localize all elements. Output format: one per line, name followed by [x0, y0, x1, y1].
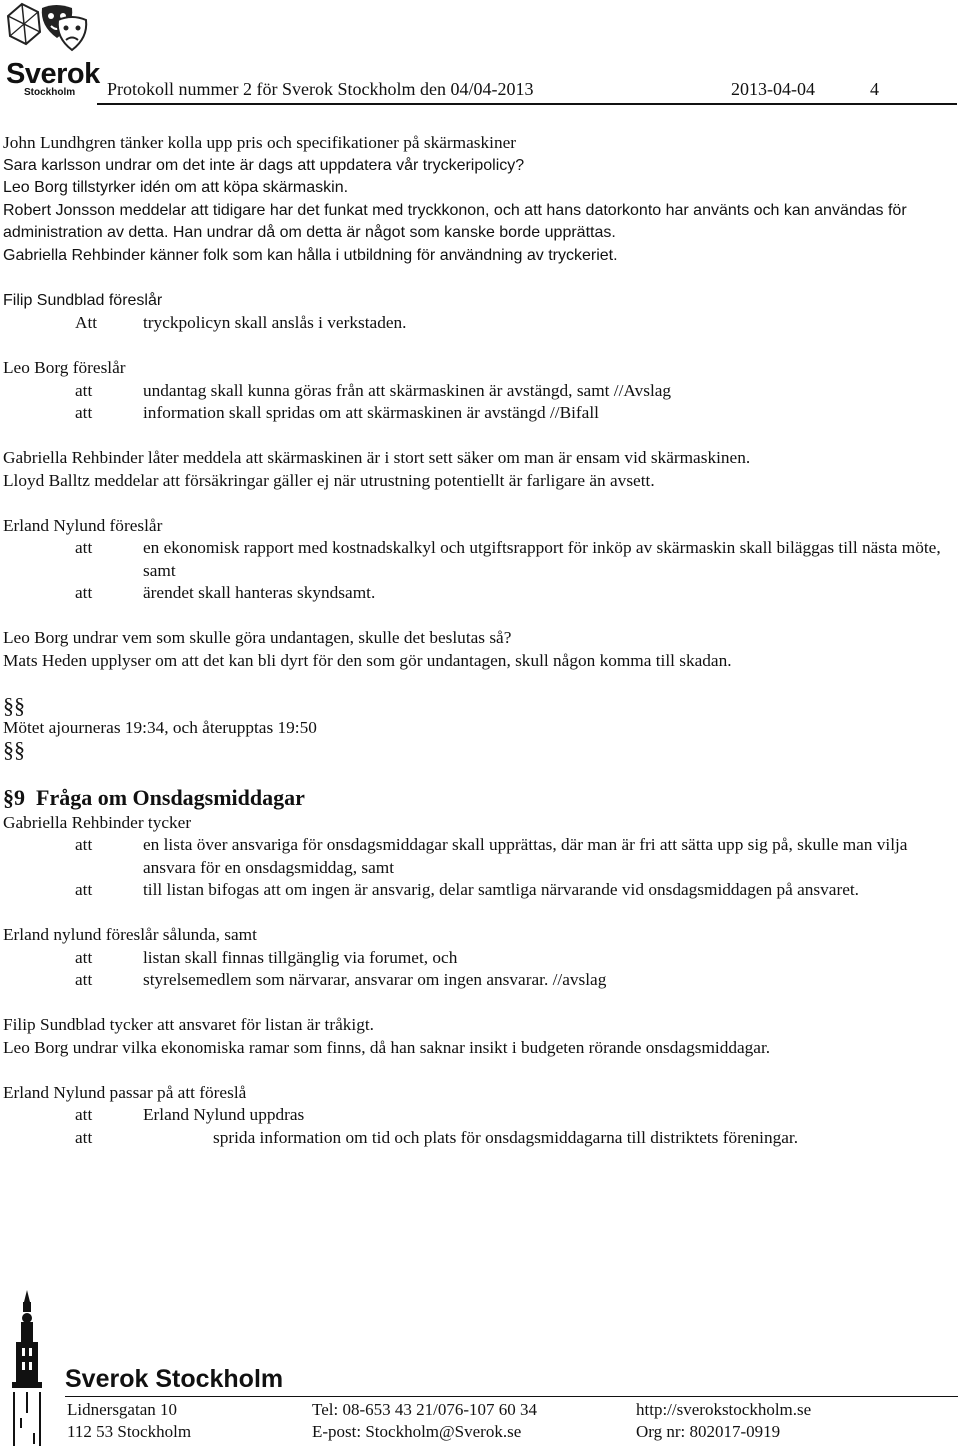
item-label: att: [75, 1127, 93, 1147]
logo-wordmark: Sverok: [6, 58, 100, 90]
proposal-heading: Erland nylund föreslår sålunda, samt: [3, 925, 257, 944]
proposal-item: [3, 969, 958, 992]
spacer: [3, 1059, 958, 1082]
section-number: §9: [3, 784, 25, 810]
paragraph: [3, 200, 958, 245]
proposal-item: [3, 582, 958, 605]
item-text: ärendet skall hanteras skyndsamt.: [143, 583, 376, 602]
paragraph: Lloyd Balltz meddelar att försäkringar gäller ej när utrustning potentiellt är farligare än avsett.: [3, 470, 655, 490]
proposal-item: [3, 947, 958, 970]
proposal-heading: Leo Borg föreslår: [3, 358, 126, 377]
proposal-heading: Gabriella Rehbinder tycker: [3, 812, 192, 832]
adjournment-note: Mötet ajourneras 19:34, och återupptas 19:50: [3, 717, 317, 737]
item-label: att: [75, 835, 93, 854]
item-text: styrelsemedlem som närvarar, ansvarar om ingen ansvarar. //avslag: [143, 970, 607, 989]
sverok-logo: [2, 0, 100, 100]
spacer: [3, 267, 958, 290]
section-mark: §§: [3, 692, 25, 718]
item-label: att: [75, 970, 93, 989]
proposal-heading: Erland Nylund passar på att föreslå: [3, 1082, 247, 1102]
paragraph: Sara karlsson undrar om det inte är dags att uppdatera vår tryckeripolicy?: [3, 156, 525, 174]
proposal-item: [3, 1127, 958, 1150]
header-title: Protokoll nummer 2 för Sverok Stockholm den 04/04-2013: [107, 79, 534, 99]
paragraph: Leo Borg undrar vilka ekonomiska ramar som finns, då han saknar insikt i budgeten rörande onsdagsmiddagar.: [3, 1037, 771, 1057]
stockholm-city-hall-icon: [6, 1288, 48, 1448]
section-mark: §§: [3, 737, 25, 762]
spacer: [3, 761, 958, 784]
spacer: [3, 902, 958, 925]
item-text: en lista över ansvariga för onsdagsmiddagar skall upprättas, där man är fri att sätta upp sig på, skulle man vilja ansvara för en onsdagsmiddag, samt: [143, 835, 908, 877]
paragraph: Filip Sundblad tycker att ansvaret för listan är tråkigt.: [3, 1015, 374, 1034]
footer-address-street: Lidnersgatan 10: [67, 1400, 177, 1419]
spacer: [3, 425, 958, 448]
footer-divider: [65, 1396, 958, 1397]
spacer: [3, 335, 958, 358]
footer-address-city: 112 53 Stockholm: [67, 1422, 192, 1441]
item-text: undantag skall kunna göras från att skärmaskinen är avstängd, samt //Avslag: [143, 380, 672, 400]
proposal-heading: Erland Nylund föreslår: [3, 515, 163, 535]
footer-email: E-post: Stockholm@Sverok.se: [312, 1422, 522, 1441]
proposal-item: [3, 834, 958, 879]
item-label: att: [75, 380, 93, 400]
spacer: [3, 672, 958, 695]
item-text: tryckpolicyn skall anslås i verkstaden.: [143, 313, 407, 332]
item-label: att: [75, 880, 93, 899]
item-label: att: [75, 403, 93, 422]
proposal-item: [3, 380, 958, 403]
item-text: sprida information om tid och plats för onsdagsmiddagarna till distriktets föreningar.: [213, 1127, 799, 1147]
logo-subtitle: Stockholm: [24, 87, 76, 98]
footer-org-name: Sverok Stockholm: [65, 1365, 284, 1393]
page-number: 4: [870, 79, 879, 99]
spacer: [3, 992, 958, 1015]
paragraph: John Lundhgren tänker kolla upp pris och specifikationer på skärmaskiner: [3, 133, 517, 152]
item-text: information skall spridas om att skärmaskinen är avstängd //Bifall: [143, 403, 599, 422]
section-heading: [3, 784, 958, 812]
item-label: att: [75, 583, 93, 602]
item-label: att: [75, 1105, 93, 1124]
proposal-item: [3, 312, 958, 335]
header-date: 2013-04-04: [731, 79, 815, 99]
item-label: att: [75, 538, 93, 557]
paragraph: Mats Heden upplyser om att det kan bli dyrt för den som gör undantagen, skull någon komma till skadan.: [3, 650, 732, 670]
proposal-item: [3, 1104, 958, 1127]
proposal-item: [3, 402, 958, 425]
document-body: [3, 132, 958, 1149]
item-text: till listan bifogas att om ingen är ansvarig, delar samtliga närvarande vid onsdagsmiddagen på ansvaret.: [143, 880, 859, 899]
paragraph-text: Robert Jonsson meddelar att tidigare har det funkat med tryckkonon, och att hans datorkonto har använts och kan användas för administration av detta.: [3, 201, 907, 241]
item-text: listan skall finnas tillgänglig via forumet, och: [143, 947, 458, 967]
paragraph: Gabriella Rehbinder känner folk som kan hålla i utbildning för användning av tryckeriet.: [3, 246, 618, 264]
paragraph: Gabriella Rehbinder låter meddela att skärmaskinen är i stort sett säker om man är ensam vid skärmaskinen.: [3, 448, 751, 467]
item-text: en ekonomisk rapport med kostnadskalkyl och utgiftsrapport för inköp av skärmaskin skall biläggas till nästa möte, samt: [143, 538, 941, 580]
proposal-item: [3, 879, 958, 902]
spacer: [3, 492, 958, 515]
paragraph: Leo Borg tillstyrker idén om att köpa skärmaskin.: [3, 179, 349, 196]
footer-phone: Tel: 08-653 43 21/076-107 60 34: [312, 1400, 537, 1419]
header-divider: [97, 103, 957, 105]
footer-website: http://sverokstockholm.se: [636, 1400, 812, 1419]
item-text: Erland Nylund uppdras: [143, 1105, 305, 1124]
spacer: [3, 605, 958, 628]
item-label: Att: [75, 313, 98, 332]
section-title: Fråga om Onsdagsmiddagar: [36, 784, 305, 810]
proposal-heading: Filip Sundblad föreslår: [3, 291, 163, 309]
footer-org-number: Org nr: 802017-0919: [636, 1422, 781, 1441]
theatre-masks-icon: [2, 0, 96, 62]
paragraph: Leo Borg undrar vem som skulle göra undantagen, skulle det beslutas så?: [3, 628, 512, 647]
proposal-item: [3, 537, 958, 582]
paragraph-text: Han undrar då om detta är något som kanske borde upprättas.: [172, 224, 616, 241]
item-label: att: [75, 947, 93, 967]
